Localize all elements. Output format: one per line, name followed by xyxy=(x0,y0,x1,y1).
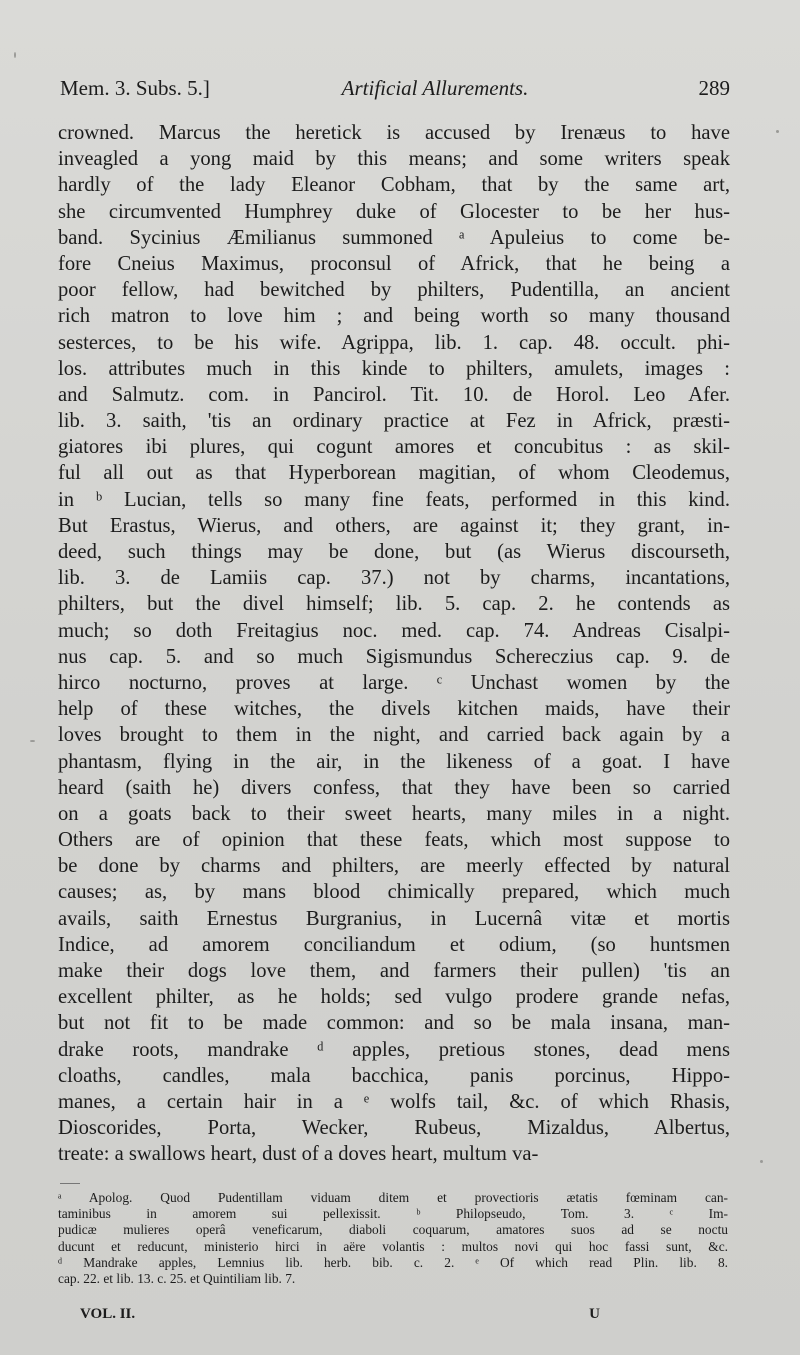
volume-label: VOL. II. xyxy=(80,1306,136,1322)
text-line: heard (saith he) divers confess, that they have been so carried xyxy=(58,776,730,799)
text-line: poor fellow, had bewitched by philters, Pudentilla, an ancient xyxy=(58,279,730,302)
text-line: much; so doth Freitagius noc. med. cap. 74. Andreas Cisalpi- xyxy=(58,619,730,642)
text-line: los. attributes much in this kinde to philters, amulets, images : xyxy=(58,357,730,380)
text-line: But Erastus, Wierus, and others, are against it; they grant, in- xyxy=(58,514,730,537)
footnote-line: ᵃ Apolog. Quod Pudentillam viduam ditem et provectioris ætatis fœminam can- xyxy=(58,1190,728,1205)
text-line: avails, saith Ernestus Burgranius, in Lucernâ vitæ et mortis xyxy=(58,907,730,930)
footnote-line: cap. 22. et lib. 13. c. 25. et Quintiliam lib. 7. xyxy=(58,1270,296,1286)
page-number: 289 xyxy=(698,76,730,100)
section-reference: Mem. 3. Subs. 5.] xyxy=(60,76,210,100)
text-line: treate: a swallows heart, dust of a doves heart, multum va- xyxy=(58,1143,539,1166)
text-line: philters, but the divel himself; lib. 5. cap. 2. he contends as xyxy=(58,593,730,616)
text-line: phantasm, flying in the air, in the likeness of a goat. I have xyxy=(58,750,730,773)
text-line: cloaths, candles, mala bacchica, panis porcinus, Hippo- xyxy=(58,1064,730,1087)
running-title: Artificial Allurements. xyxy=(341,76,529,100)
text-line: giatores ibi plures, qui cogunt amores et concubitus : as skil- xyxy=(58,436,730,459)
text-line: help of these witches, the divels kitchen maids, have their xyxy=(58,698,730,721)
text-line: rich matron to love him ; and being worth so many thousand xyxy=(58,305,730,328)
text-line: hirco nocturno, proves at large. ᶜ Unchast women by the xyxy=(58,671,730,694)
footnote-line: taminibus in amorem sui pellexissit. ᵇ Philopseudo, Tom. 3. ᶜ Im- xyxy=(58,1206,728,1222)
paper-speck xyxy=(776,130,779,133)
text-line: band. Sycinius Æmilianus summoned ᵃ Apuleius to come be- xyxy=(58,226,730,249)
paper-speck xyxy=(14,52,16,58)
text-line: sesterces, to be his wife. Agrippa, lib. 1. cap. 48. occult. phi- xyxy=(58,331,730,354)
signature-line xyxy=(80,1306,600,1323)
text-line: inveagled a yong maid by this means; and some writers speak xyxy=(58,148,730,171)
paper-speck xyxy=(760,1160,763,1163)
text-line: lib. 3. saith, 'tis an ordinary practice at Fez in Africk, præsti- xyxy=(58,410,730,433)
text-line: lib. 3. de Lamiis cap. 37.) not by charms, incantations, xyxy=(58,567,730,590)
text-line: she circumvented Humphrey duke of Glocester to be her hus- xyxy=(58,200,730,223)
text-line: loves brought to them in the night, and carried back again by a xyxy=(58,724,730,747)
text-line: hardly of the lady Eleanor Cobham, that by the same art, xyxy=(58,174,730,197)
paper-speck xyxy=(30,740,35,742)
footnotes xyxy=(58,1190,728,1287)
running-header xyxy=(60,70,730,106)
text-line: but not fit to be made common: and so be mala insana, man- xyxy=(58,1012,730,1035)
text-line: in ᵇ Lucian, tells so many fine feats, performed in this kind. xyxy=(58,488,730,511)
footnote-line: pudicæ mulieres operâ veneficarum, diaboli coquarum, amatores suos ad se noctu xyxy=(58,1222,728,1238)
text-line: manes, a certain hair in a ᵉ wolfs tail, &c. of which Rhasis, xyxy=(58,1090,730,1113)
footnote-line: ducunt et reducunt, ministerio hirci in aëre volantis : multos novi qui hoc fassi sunt, &c. xyxy=(58,1238,728,1254)
text-line: fore Cneius Maximus, proconsul of Africk, that he being a xyxy=(58,252,730,275)
text-line: ful all out as that Hyperborean magitian, of whom Cleodemus, xyxy=(58,462,730,485)
text-line: on a goats back to their sweet hearts, many miles in a night. xyxy=(58,802,730,825)
footnote-rule xyxy=(60,1183,80,1184)
text-line: crowned. Marcus the heretick is accused by Irenæus to have xyxy=(58,122,730,144)
main-text xyxy=(58,120,730,1168)
signature-mark: U xyxy=(589,1306,600,1322)
text-line: excellent philter, as he holds; sed vulgo prodere grande nefas, xyxy=(58,986,730,1009)
text-line: Dioscorides, Porta, Wecker, Rubeus, Mizaldus, Albertus, xyxy=(58,1117,730,1140)
text-line: drake roots, mandrake ᵈ apples, pretious stones, dead mens xyxy=(58,1038,730,1061)
text-line: Indice, ad amorem conciliandum et odium, (so huntsmen xyxy=(58,933,730,956)
text-line: make their dogs love them, and farmers their pullen) 'tis an xyxy=(58,960,730,982)
text-line: be done by charms and philters, are meerly effected by natural xyxy=(58,855,730,878)
text-line: and Salmutz. com. in Pancirol. Tit. 10. de Horol. Leo Afer. xyxy=(58,383,730,406)
text-line: causes; as, by mans blood chimically prepared, which much xyxy=(58,881,730,904)
text-line: deed, such things may be done, but (as Wierus discourseth, xyxy=(58,541,730,563)
footnote-line: ᵈ Mandrake apples, Lemnius lib. herb. bib. c. 2. ᵉ Of which read Plin. lib. 8. xyxy=(58,1254,728,1270)
text-line: nus cap. 5. and so much Sigismundus Schereczius cap. 9. de xyxy=(58,645,730,668)
text-line: Others are of opinion that these feats, which most suppose to xyxy=(58,829,730,852)
